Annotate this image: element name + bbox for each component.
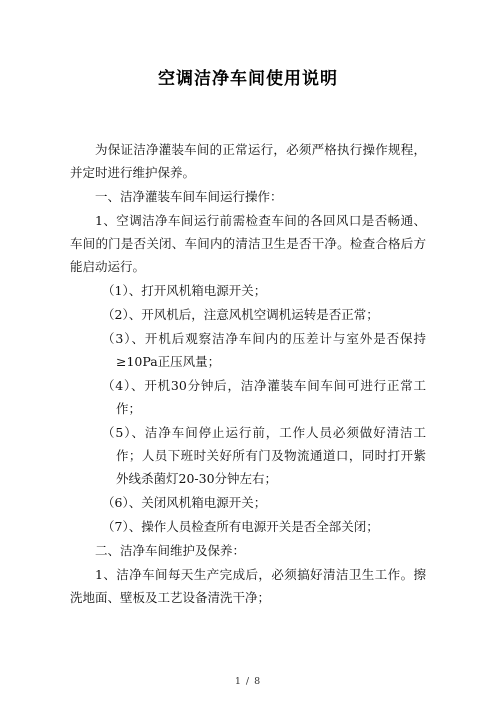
paragraph: 为保证洁净灌装车间的正常运行，必须严格执行操作规程，并定时进行维护保养。: [70, 142, 426, 180]
paragraph: 1、洁净车间每天生产完成后，必须搞好清洁卫生工作。擦洗地面、壁板及工艺设备清洗干净；: [70, 567, 426, 605]
list-item: （2）、开风机后，注意风机空调机运转是否正常；: [102, 307, 379, 322]
list-item: （7）、操作人员检查所有电源开关是否全部关闭；: [102, 519, 379, 534]
list-item: （4）、开机30分钟后，洁净灌装车间车间可进行正常工作；: [102, 378, 426, 416]
list-item: （1）、打开风机箱电源开关；: [102, 283, 267, 298]
document-title: 空调洁净车间使用说明: [158, 69, 338, 89]
paragraph: 1、空调洁净车间运行前需检查车间的各回风口是否畅通、车间的门是否关闭、车间内的清洁卫生是否干净。检查合格后方能启动运行。: [70, 213, 426, 274]
list-item: （3）、开机后观察洁净车间内的压差计与室外是否保持≥10Pa正压风量；: [102, 331, 426, 369]
document-body: [70, 138, 426, 610]
page-number: 1 / 8: [234, 676, 262, 687]
list-item: （5）、洁净车间停止运行前，工作人员必须做好清洁工作；人员下班时关好所有门及物流通道口，同时打开紫外线杀菌灯20-30分钟左右；: [102, 425, 426, 486]
list-item: （6）、关闭风机箱电源开关；: [102, 495, 267, 510]
paragraph: 二、洁净车间维护及保养：: [95, 543, 246, 558]
paragraph: 一、洁净灌装车间车间运行操作：: [95, 189, 283, 204]
